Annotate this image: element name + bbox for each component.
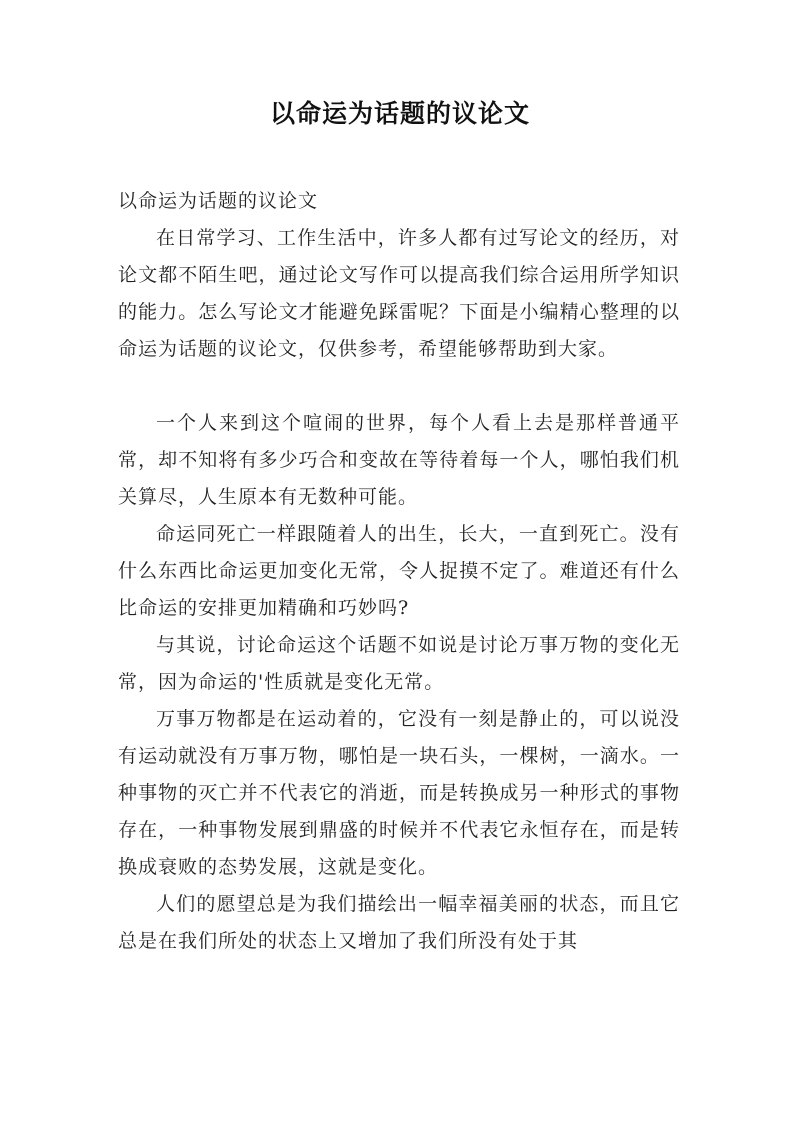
paragraph: 人们的愿望总是为我们描绘出一幅幸福美丽的状态，而且它总是在我们所处的状态上又增加了我们所没有处于其 xyxy=(118,893,680,952)
document-title: 以命运为话题的议论文 xyxy=(269,99,530,128)
paragraph: 命运同死亡一样跟随着人的出生，长大，一直到死亡。没有什么东西比命运更加变化无常，令人捉摸不定了。难道还有什么比命运的安排更加精确和巧妙吗? xyxy=(118,523,680,619)
document-body xyxy=(118,183,680,960)
paragraph: 一个人来到这个喧闹的世界，每个人看上去是那样普通平常，却不知将有多少巧合和变故在等待着每一个人，哪怕我们机关算尽，人生原本有无数种可能。 xyxy=(118,412,680,508)
paragraph-spacer xyxy=(118,368,680,405)
document-subtitle: 以命运为话题的议论文 xyxy=(118,190,319,212)
paragraph: 与其说，讨论命运这个话题不如说是讨论万事万物的变化无常，因为命运的'性质就是变化无常。 xyxy=(118,634,680,693)
paragraph-intro: 在日常学习、工作生活中，许多人都有过写论文的经历，对论文都不陌生吧，通过论文写作可以提高我们综合运用所学知识的能力。怎么写论文才能避免踩雷呢？下面是小编精心整理的以命运为话题的议论文，仅供参考，希望能够帮助到大家。 xyxy=(118,227,680,360)
paragraph: 万事万物都是在运动着的，它没有一刻是静止的，可以说没有运动就没有万事万物，哪怕是一块石头，一棵树，一滴水。一种事物的灭亡并不代表它的消逝，而是转换成另一种形式的事物存在，一种事物发展到鼎盛的时候并不代表它永恒存在，而是转换成衰败的态势发展，这就是变化。 xyxy=(118,708,680,878)
